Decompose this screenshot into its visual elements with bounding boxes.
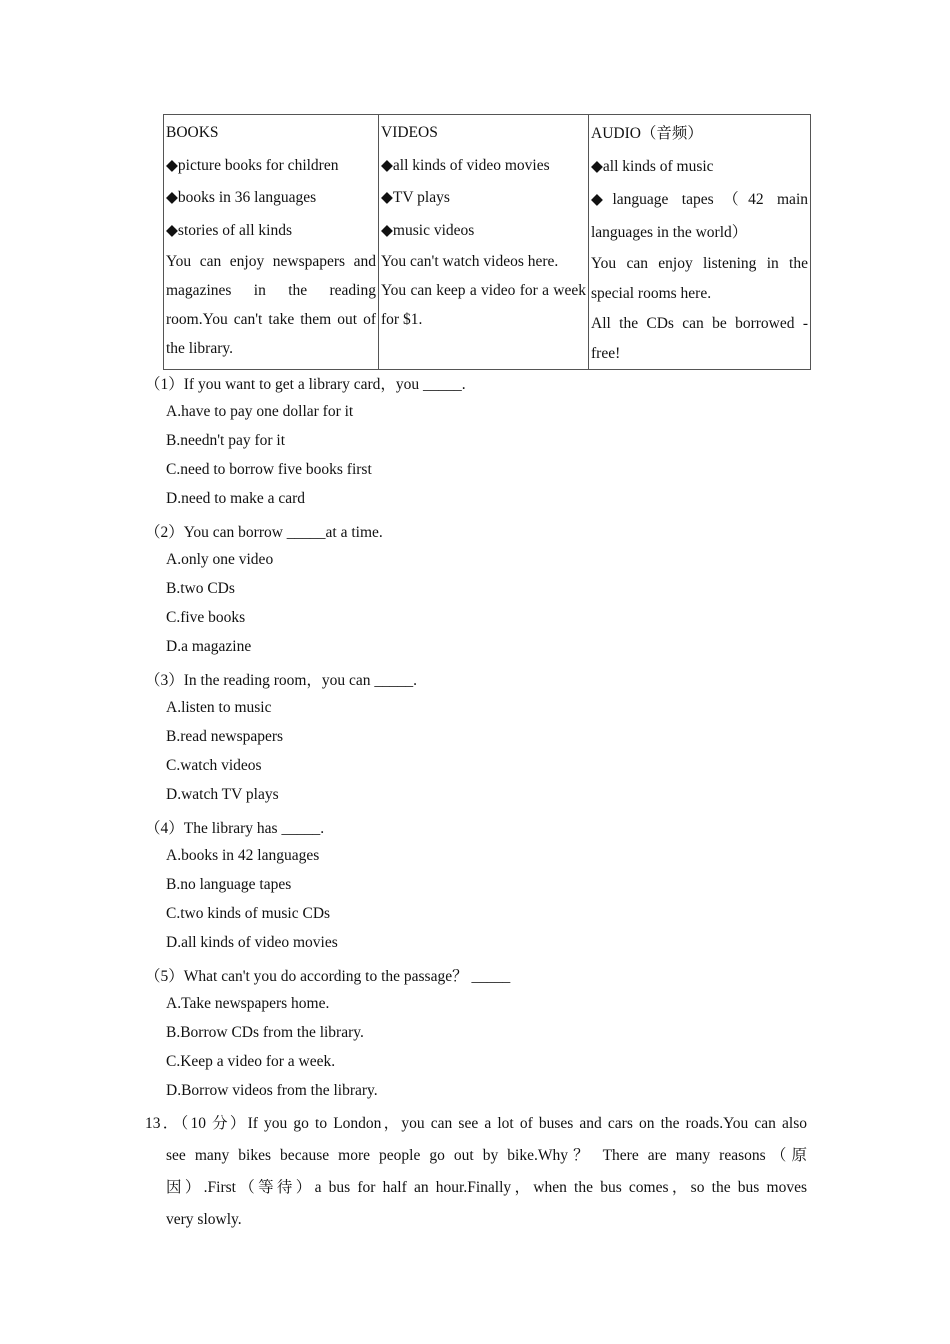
answer-option: D.Borrow videos from the library. [166, 1082, 378, 1099]
question-stem: （5）What can't you do according to the passage？ _____ [145, 968, 511, 985]
videos-item: ◆ TV plays [381, 182, 586, 215]
answer-option: B.Borrow CDs from the library. [166, 1024, 364, 1041]
answer-option: C.five books [166, 609, 246, 626]
answer-option: C.need to borrow five books first [166, 461, 372, 478]
videos-heading: VIDEOS [381, 124, 438, 141]
answer-option: A.Take newspapers home. [166, 995, 330, 1012]
books-item: ◆ picture books for children [166, 150, 376, 183]
passage-line: very slowly. [166, 1211, 242, 1228]
audio-item: ◆ all kinds of music [591, 150, 808, 183]
passage-13 [145, 1108, 807, 1236]
answer-option: D.all kinds of video movies [166, 934, 338, 951]
audio-item: ◆ language tapes（42 main languages in the world） [591, 183, 808, 249]
question-stem: （3）In the reading room，you can _____. [145, 672, 418, 689]
books-item: ◆ books in 36 languages [166, 182, 376, 215]
audio-note: You can enjoy listening in the special rooms here. [591, 255, 808, 302]
books-item: ◆ stories of all kinds [166, 215, 376, 248]
videos-item: ◆ all kinds of video movies [381, 150, 586, 183]
answer-option: D.need to make a card [166, 490, 306, 507]
passage-line: see many bikes because more people go out by bike.Why？ There are many reasons（原 [166, 1147, 807, 1164]
videos-note: You can't watch videos here. [381, 253, 559, 270]
answer-option: C.watch videos [166, 757, 262, 774]
question-stem: （2）You can borrow _____at a time. [145, 524, 383, 541]
answer-option: B.two CDs [166, 580, 235, 597]
answer-option: D.watch TV plays [166, 786, 279, 803]
answer-option: A.only one video [166, 551, 274, 568]
library-info-table [163, 114, 811, 370]
videos-note: You can keep a video for a week for $1. [381, 282, 586, 328]
answer-option: A.listen to music [166, 699, 272, 716]
books-column [164, 115, 379, 370]
answer-option: C.Keep a video for a week. [166, 1053, 336, 1070]
videos-column [379, 115, 589, 370]
audio-column [589, 115, 811, 370]
passage-line: 13．（10 分）If you go to London，you can see a lot of buses and cars on the roads.You can also [145, 1115, 807, 1132]
answer-option: B.needn't pay for it [166, 432, 286, 449]
answer-option: B.read newspapers [166, 728, 284, 745]
passage-line: 因）.First（等待）a bus for half an hour.Finally，when the bus comes，so the bus moves [166, 1179, 807, 1196]
audio-heading: AUDIO（音频） [591, 125, 703, 142]
answer-option: A.books in 42 languages [166, 847, 320, 864]
question-stem: （1）If you want to get a library card，you _____. [145, 376, 466, 393]
audio-note: All the CDs can be borrowed - free! [591, 315, 808, 362]
answer-option: B.no language tapes [166, 876, 292, 893]
answer-option: D.a magazine [166, 638, 252, 655]
answer-option: A.have to pay one dollar for it [166, 403, 354, 420]
books-note: You can enjoy newspapers and magazines in the reading room.You can't take them out of the library. [166, 253, 376, 357]
question-stem: （4）The library has _____. [145, 820, 325, 837]
videos-item: ◆ music videos [381, 215, 586, 248]
answer-option: C.two kinds of music CDs [166, 905, 331, 922]
books-heading: BOOKS [166, 124, 219, 141]
